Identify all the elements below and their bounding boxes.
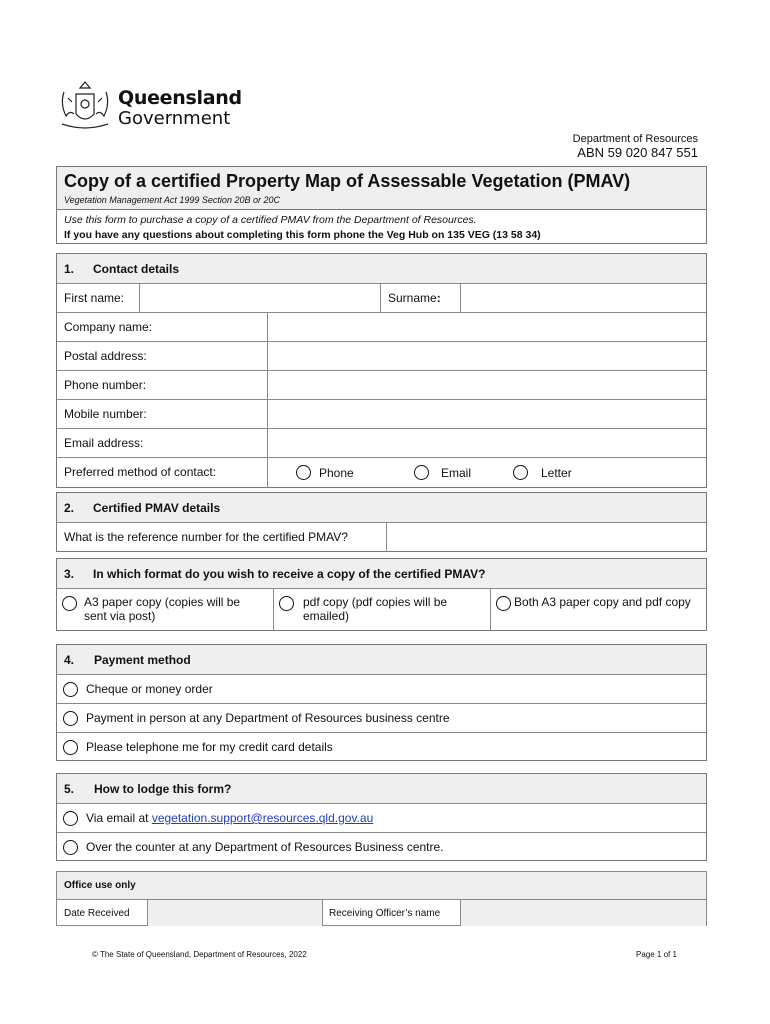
- payment-cheque-row: [57, 674, 706, 703]
- cheque-radio[interactable]: [63, 682, 78, 697]
- surname-label-text: Surname: [388, 291, 437, 305]
- email-radio[interactable]: [414, 465, 429, 480]
- section-2-header: [57, 493, 706, 522]
- a3-paper-label: [84, 595, 240, 623]
- form-help: If you have any questions about completing this form phone the Veg Hub on 135 VEG (13 58 34): [64, 229, 541, 241]
- receiving-officer-label: Receiving Officer’s name: [329, 908, 441, 919]
- email-row: [57, 428, 706, 457]
- telephone-label: Please telephone me for my credit card details: [86, 740, 333, 754]
- pdf-copy-radio[interactable]: [279, 596, 294, 611]
- lodge-counter-radio[interactable]: [63, 840, 78, 855]
- section-3-header: [57, 559, 706, 588]
- preferred-contact-label: Preferred method of contact:: [64, 465, 217, 479]
- section-1-header: [57, 254, 706, 283]
- both-copies-label: Both A3 paper copy and pdf copy: [514, 595, 691, 609]
- in-person-label: Payment in person at any Department of Resources business centre: [86, 711, 450, 725]
- format-options-row: [57, 588, 706, 631]
- form-intro-block: [57, 210, 706, 246]
- surname-field[interactable]: [461, 284, 706, 312]
- letter-radio[interactable]: [513, 465, 528, 480]
- lodge-email-radio[interactable]: [63, 811, 78, 826]
- section-4-title: Payment method: [94, 653, 191, 667]
- surname-label: [388, 291, 441, 305]
- email-address-label: Email address:: [64, 436, 144, 450]
- phone-number-field[interactable]: [268, 371, 706, 399]
- copyright-footer: © The State of Queensland, Department of Resources, 2022: [92, 950, 307, 959]
- lodge-email-text: Via email at: [86, 811, 152, 825]
- both-copies-radio[interactable]: [496, 596, 511, 611]
- logo-line-2: Government: [118, 108, 231, 129]
- section-lodge: [56, 773, 707, 861]
- logo-line-1: Queensland: [118, 87, 242, 109]
- phone-radio[interactable]: [296, 465, 311, 480]
- lodge-counter-label: Over the counter at any Department of Resources Business centre.: [86, 840, 444, 854]
- letter-option-label: Letter: [541, 466, 572, 480]
- postal-row: [57, 341, 706, 370]
- phone-number-label: Phone number:: [64, 378, 147, 392]
- page-number: Page 1 of 1: [636, 950, 677, 959]
- first-name-label: First name:: [64, 291, 125, 305]
- receiving-officer-field[interactable]: [461, 900, 706, 926]
- form-act: Vegetation Management Act 1999 Section 20B or 20C: [57, 195, 706, 210]
- reference-number-field[interactable]: [387, 523, 706, 552]
- date-received-field[interactable]: [148, 900, 322, 926]
- section-4-header: [57, 645, 706, 674]
- payment-in-person-row: [57, 703, 706, 732]
- telephone-radio[interactable]: [63, 740, 78, 755]
- section-3-title: In which format do you wish to receive a copy of the certified PMAV?: [93, 567, 486, 581]
- pdf-copy-label: [303, 595, 447, 623]
- lodge-email-label: [86, 811, 373, 825]
- date-received-label: Date Received: [64, 908, 130, 919]
- a3-paper-label-line2: sent via post): [84, 609, 156, 623]
- mobile-row: [57, 399, 706, 428]
- a3-paper-label-line1: A3 paper copy (copies will be: [84, 595, 241, 609]
- email-address-field[interactable]: [268, 429, 706, 457]
- email-option-label: Email: [441, 466, 472, 480]
- a3-paper-radio[interactable]: [62, 596, 77, 611]
- section-3-number: 3.: [64, 567, 75, 581]
- reference-row: [57, 522, 706, 552]
- company-name-label: Company name:: [64, 320, 153, 334]
- reference-number-label: What is the reference number for the certified PMAV?: [64, 530, 348, 544]
- department-info: [573, 132, 698, 160]
- queensland-government-logo: [56, 80, 242, 134]
- section-1-number: 1.: [64, 262, 75, 276]
- coat-of-arms-icon: [56, 80, 114, 134]
- office-use-title: Office use only: [64, 880, 136, 891]
- pdf-copy-label-line2: emailed): [303, 609, 350, 623]
- form-title-box: [56, 166, 707, 244]
- phone-row: [57, 370, 706, 399]
- form-title: Copy of a certified Property Map of Assessable Vegetation (PMAV): [57, 167, 706, 195]
- postal-address-field[interactable]: [268, 342, 706, 370]
- section-payment-method: [56, 644, 707, 761]
- office-use-header: [57, 872, 706, 899]
- section-2-number: 2.: [64, 501, 75, 515]
- phone-option-label: Phone: [319, 466, 354, 480]
- office-use-box: [56, 871, 707, 926]
- section-1-title: Contact details: [93, 262, 180, 276]
- section-5-number: 5.: [64, 782, 75, 796]
- section-format: [56, 558, 707, 631]
- support-email-link[interactable]: vegetation.support@resources.qld.gov.au: [151, 811, 374, 825]
- name-row: [57, 283, 706, 312]
- section-5-header: [57, 774, 706, 803]
- first-name-field[interactable]: [140, 284, 379, 312]
- section-5-title: How to lodge this form?: [94, 782, 232, 796]
- surname-colon: :: [436, 291, 441, 305]
- section-pmav-details: [56, 492, 707, 552]
- lodge-email-row: [57, 803, 706, 832]
- mobile-number-field[interactable]: [268, 400, 706, 428]
- company-name-field[interactable]: [268, 313, 706, 341]
- mobile-number-label: Mobile number:: [64, 407, 147, 421]
- payment-telephone-row: [57, 732, 706, 761]
- cheque-label: Cheque or money order: [86, 682, 213, 696]
- in-person-radio[interactable]: [63, 711, 78, 726]
- form-intro: Use this form to purchase a copy of a certified PMAV from the Department of Resources.: [64, 214, 477, 226]
- department-name: Department of Resources: [572, 133, 698, 145]
- section-4-number: 4.: [64, 653, 75, 667]
- department-abn: ABN 59 020 847 551: [577, 145, 698, 160]
- preferred-contact-row: [57, 457, 706, 488]
- lodge-counter-row: [57, 832, 706, 861]
- company-row: [57, 312, 706, 341]
- office-use-row: [57, 899, 706, 926]
- postal-address-label: Postal address:: [64, 349, 147, 363]
- section-2-title: Certified PMAV details: [93, 501, 221, 515]
- section-contact-details: [56, 253, 707, 488]
- pdf-copy-label-line1: pdf copy (pdf copies will be: [303, 595, 448, 609]
